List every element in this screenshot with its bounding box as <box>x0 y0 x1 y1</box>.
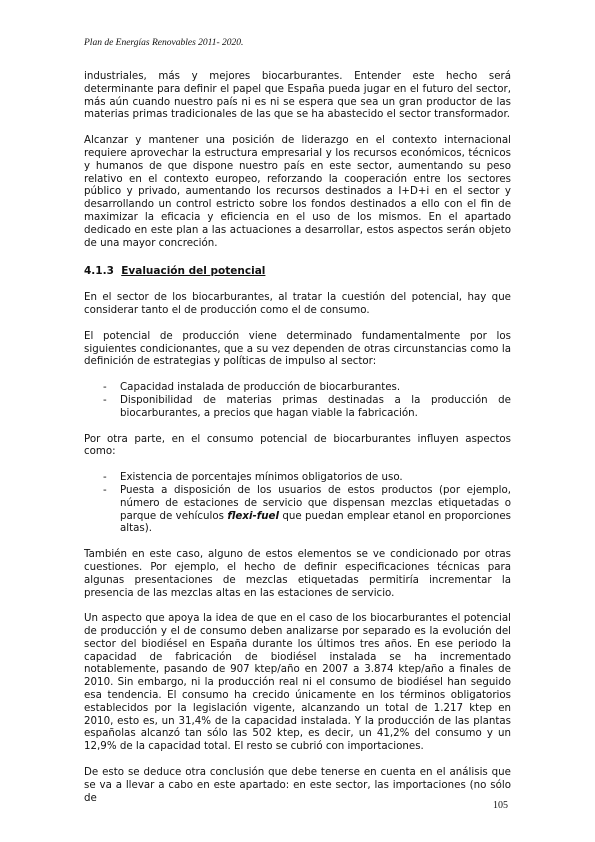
bullet-list <box>84 471 511 535</box>
list-dash: - <box>103 381 107 394</box>
list-item <box>84 394 511 420</box>
list-item-text-start: Puesta a disposición de los usuarios de estos productos (por ejemplo, número de estaciones de servicio que dispensan mezclas etiquetadas o parque de vehículos <box>120 483 511 522</box>
list-item-text: Existencia de porcentajes mínimos obligatorios de uso. <box>120 471 403 484</box>
list-item <box>84 381 511 394</box>
page-number: 105 <box>493 800 508 811</box>
list-item <box>84 484 511 535</box>
list-dash: - <box>103 471 107 484</box>
paragraph: De esto se deduce otra conclusión que debe tenerse en cuenta en el análisis que se va a llevar a cabo en este apartado: en este sector, las importaciones (no sólo de <box>84 766 511 804</box>
list-item-text: Capacidad instalada de producción de biocarburantes. <box>120 381 401 394</box>
list-item <box>84 471 511 484</box>
paragraph: Por otra parte, en el consumo potencial de biocarburantes influyen aspectos como: <box>84 432 511 458</box>
list-item-text: Disponibilidad de materias primas destinadas a la producción de biocarburantes, a precios que hagan viable la fabricación. <box>120 393 511 419</box>
body-content <box>84 70 511 817</box>
section-title: Evaluación del potencial <box>121 265 266 278</box>
list-item-text-end: que puedan emplear etanol en proporciones altas). <box>120 509 511 535</box>
paragraph: También en este caso, alguno de estos elementos se ve condicionado por otras cuestiones. Por ejemplo, el hecho de definir especificaciones técnicas para algunas presentaciones de mezclas etiquetadas permitiría incrementar la presencia de las mezclas altas en las estaciones de servicio. <box>84 548 511 599</box>
paragraph: Un aspecto que apoya la idea de que en el caso de los biocarburantes el potencial de producción y el de consumo deben analizarse por separado es la evolución del sector del biodiésel en España durante los últimos tres años. En ese periodo la capacidad de fabricación de biodiésel instalada se ha incrementado notablemente, pasando de 907 ktep/año en 2007 a 3.874 ktep/año a finales de 2010. Sin embargo, ni la producción real ni el consumo de biodiésel han seguido esa tendencia. El consumo ha crecido únicamente en los términos obligatorios establecidos por la legislación vigente, alcanzando un total de 1.217 ktep en 2010, esto es, un 31,4% de la capacidad instalada. Y la producción de las plantas españolas alcanzó tan sólo las 502 ktep, es decir, un 41,2% del consumo y un 12,9% de la capacidad total. El resto se cubrió con importaciones. <box>84 612 511 753</box>
section-number: 4.1.3 <box>84 265 114 278</box>
section-heading <box>84 265 511 278</box>
paragraph: industriales, más y mejores biocarburantes. Entender este hecho será determinante para definir el papel que España pueda jugar en el futuro del sector, más aún cuando nuestro país ni es ni se espera que sea un gran productor de las materias primas tradicionales de las que se ha abastecido el sector transformador. <box>84 70 511 121</box>
bullet-list <box>84 381 511 419</box>
list-dash: - <box>103 393 107 406</box>
running-header: Plan de Energías Renovables 2011- 2020. <box>84 38 244 48</box>
paragraph: El potencial de producción viene determinado fundamentalmente por los siguientes condicionantes, que a su vez dependen de otras circunstancias como la definición de estrategias y políticas de impulso al sector: <box>84 329 511 368</box>
emphasized-term: flexi-fuel <box>227 509 279 522</box>
list-dash: - <box>103 483 107 496</box>
paragraph: En el sector de los biocarburantes, al tratar la cuestión del potencial, hay que considerar tanto el de producción como el de consumo. <box>84 291 511 316</box>
paragraph: Alcanzar y mantener una posición de liderazgo en el contexto internacional requiere aprovechar la estructura empresarial y los recursos económicos, técnicos y humanos de que dispone nuestro país en este sector, aumentando su peso relativo en el contexto europeo, reforzando la cooperación entre los sectores público y privado, aumentando los recursos destinados a I+D+i en el sector y desarrollando un control estricto sobre los fondos destinados a ello con el fin de maximizar la eficacia y eficiencia en el uso de los mismos. En el apartado dedicado en este plan a las actuaciones a desarrollar, estos aspectos serán objeto de una mayor concreción. <box>84 134 511 249</box>
